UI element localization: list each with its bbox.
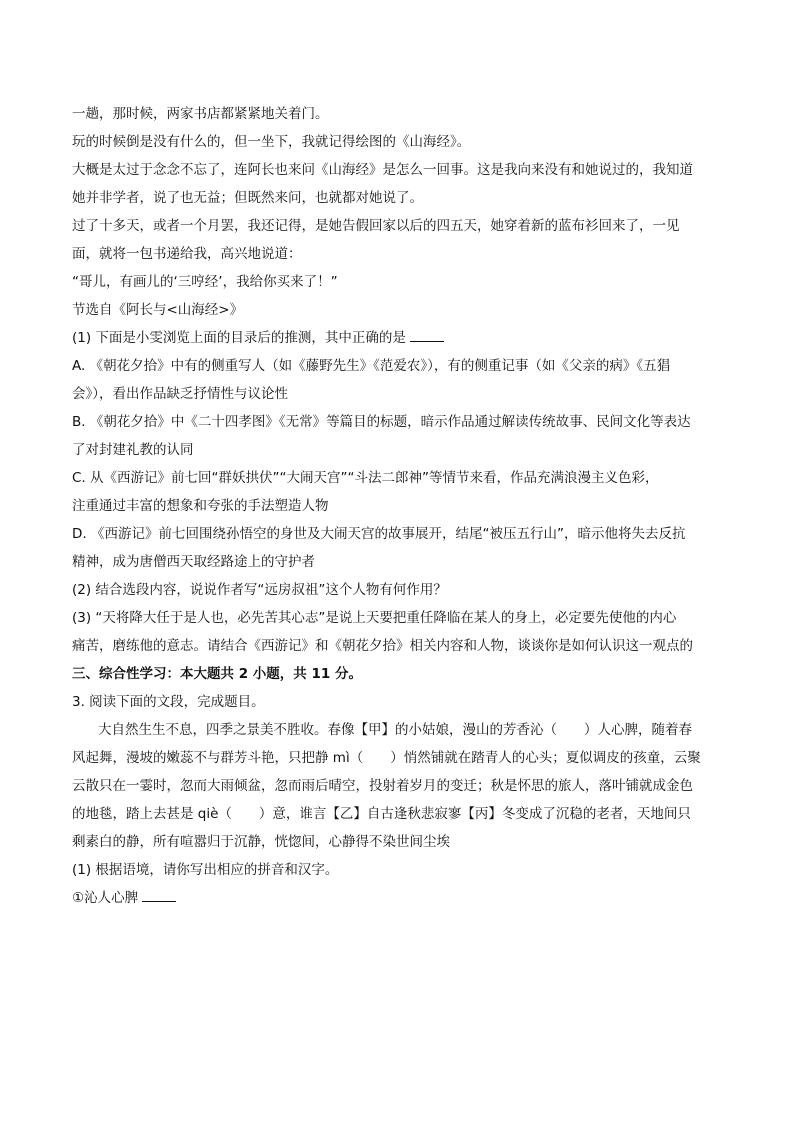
sub-item: ①沁人心脾: [72, 884, 724, 912]
q1-option-b-cont: 了对封建礼教的认同: [72, 442, 194, 458]
q1-option-c-cont: 注重通过丰富的想象和夸张的手法塑造人物: [72, 498, 329, 514]
answer-blank: [142, 889, 176, 902]
passage-line: 她并非学者，说了也无益；但既然来问，也就都对她说了。: [72, 190, 423, 206]
passage-line: “哥儿，有画儿的‘三哼经’，我给你买来了！”: [72, 274, 338, 290]
passage-source: 节选自《阿长与<山海经>》: [72, 302, 244, 318]
passage-line: 玩的时候倒是没有什么的，但一坐下，我就记得绘图的《山海经》。: [72, 134, 471, 150]
reading-line: 风起舞，漫坡的嫩蕊不与群芳斗艳，只把静 mì（ ）悄然铺就在踏青人的心头；夏似调皮的孩童，云聚: [72, 750, 701, 766]
q1-option-b: B. 《朝花夕拾》中《二十四孝图》《无常》等篇目的标题，暗示作品通过解读传统故事、民间文化等表达: [72, 414, 691, 430]
sub-question: (1) 根据语境，请你写出相应的拼音和汉字。: [72, 862, 339, 878]
q3-stem: (3) “天将降大任于是人也，必先苦其心志”是说上天要把重任降临在某人的身上，必定要先使他的内心: [72, 610, 677, 626]
answer-blank: [410, 329, 444, 342]
passage-line: 一趟，那时候，两家书店都紧紧地关着门。: [72, 106, 329, 122]
section-heading: 三、综合性学习：本大题共 2 小题，共 11 分。: [72, 666, 362, 682]
passage-line: 过了十多天，或者一个月罢，我还记得，是她告假回家以后的四五天，她穿着新的蓝布衫回来了，一见: [72, 218, 680, 234]
reading-line: 剩素白的静，所有喧嚣归于沉静，恍惚间，心静得不染世间尘埃: [72, 834, 450, 850]
q3-stem-cont: 痛苦，磨练他的意志。请结合《西游记》和《朝花夕拾》相关内容和人物，谈谈你是如何认识这一观点的: [72, 638, 693, 654]
reading-line: 大自然生生不息，四季之景美不胜收。春像【甲】的小姑娘，漫山的芳香沁（ ）人心脾，随着春: [98, 722, 692, 738]
q1-option-a: A. 《朝花夕拾》中有的侧重写人（如《藤野先生》《范爱农》），有的侧重记事（如《父亲的病》《五猖: [72, 358, 671, 374]
q1-option-a-cont: 会》），看出作品缺乏抒情性与议论性: [72, 386, 288, 402]
reading-line: 的地毯，踏上去甚是 qiè（ ）意，谁言【乙】自古逢秋悲寂寥【丙】冬变成了沉稳的老者，天地间只: [72, 806, 691, 822]
q1-option-d: D. 《西游记》前七回围绕孙悟空的身世及大闹天宫的故事展开，结尾“被压五行山”，暗示他将失去反抗: [72, 526, 686, 542]
reading-line: 云散只在一霎时，忽而大雨倾盆，忽而雨后晴空，投射着岁月的变迁；秋是怀思的旅人，落叶铺就成金色: [72, 778, 693, 794]
q2-stem: (2) 结合选段内容，说说作者写“远房叔祖”这个人物有何作用？: [72, 582, 447, 598]
passage-line: 大概是太过于念念不忘了，连阿长也来问《山海经》是怎么一回事。这是我向来没有和她说过的，我知道: [72, 162, 693, 178]
question-title: 3. 阅读下面的文段，完成题目。: [72, 694, 265, 710]
passage-line: 面，就将一包书递给我，高兴地说道：: [72, 246, 302, 262]
q1-option-c: C. 从《西游记》前七回“群妖拱伏”“大闹天宫”“斗法二郎神”等情节来看，作品充满浪漫主义色彩，: [72, 470, 659, 486]
q1-option-d-cont: 精神，成为唐僧西天取经路途上的守护者: [72, 554, 315, 570]
q1-stem: (1) 下面是小雯浏览上面的目录后的推测，其中正确的是: [72, 324, 724, 352]
